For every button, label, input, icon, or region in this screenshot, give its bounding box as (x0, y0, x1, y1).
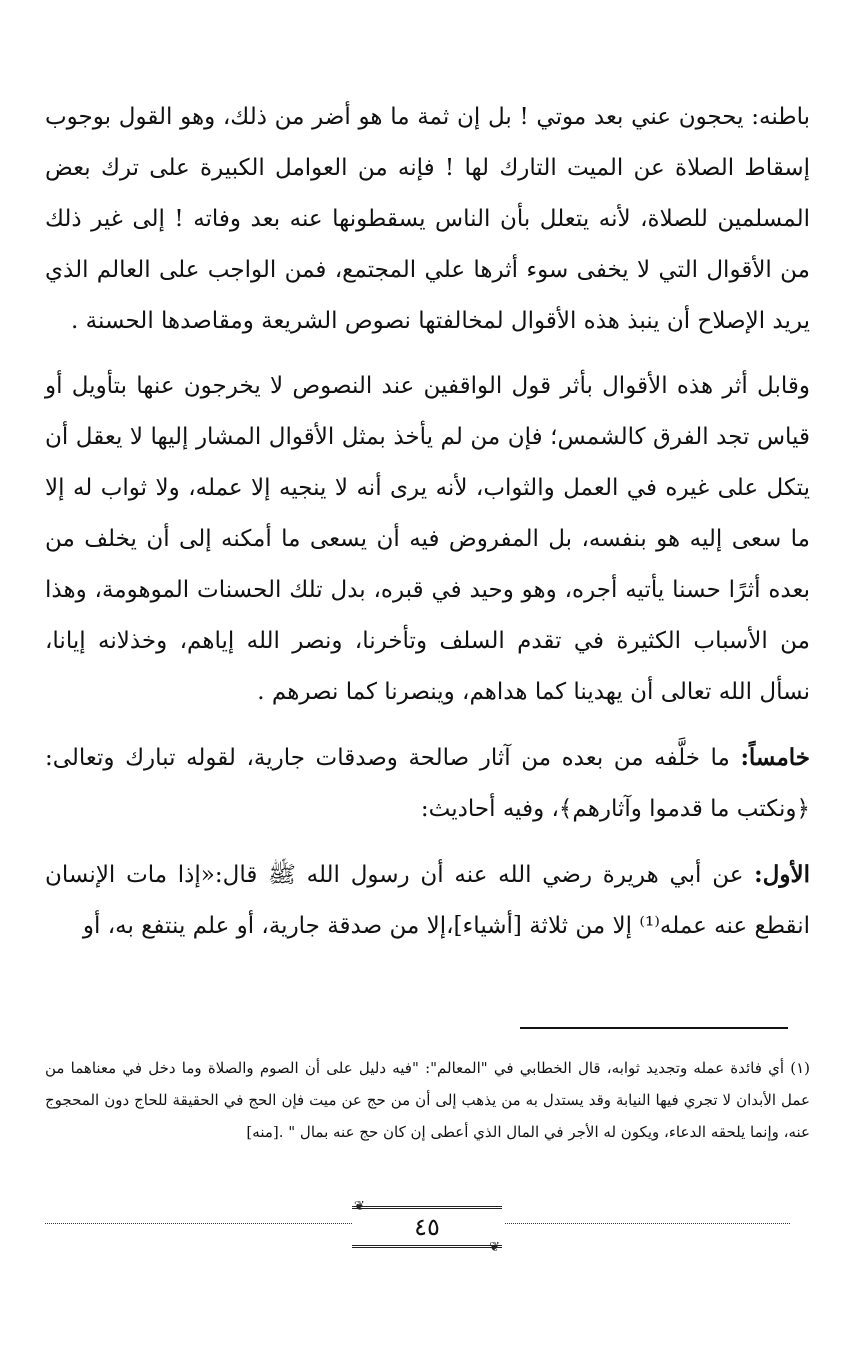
paragraph-3-text: ما خلَّفه من بعده من آثار صالحة وصدقات جارية، لقوله تبارك وتعالى: ﴿ونكتب ما قدموا وآثارهم﴾، وفيه أحاديث: (45, 745, 810, 822)
paragraph-4-text: عن أبي هريرة رضي الله عنه أن رسول الله ﷺ قال:«إذا مات الإنسان انقطع عنه عمله⁽¹⁾ إلا من ثلاثة [أشياء]،إلا من صدقة جارية، أو علم ينتفع به، أو (45, 862, 810, 939)
main-text (45, 92, 810, 966)
footnote (45, 1052, 810, 1148)
paragraph-3-lead: خامساً: (740, 744, 810, 771)
footnote-text: (١) أي فائدة عمله وتجديد ثوابه، قال الخطابي في "المعالم": "فيه دليل على أن الصوم والصلاة وما دخل في معناهما من عمل الأبدان لا تجري فيها النيابة وقد يستدل به من يذهب إلى أن من حج عن ميت فإن الحج في الحقيقة للحاج دون المحجوج عنه، وإنما يلحقه الدعاء، ويكون له الأجر في المال الذي أعطى إن كان حج عنه بمال " .[منه] (45, 1059, 810, 1141)
paragraph-2: وقابل أثر هذه الأقوال بأثر قول الواقفين عند النصوص لا يخرجون عنها بتأويل أو قياس تجد الفرق كالشمس؛ فإن من لم يأخذ بمثل الأقوال المشار إليها لا يعقل أن يتكل على غيره في العمل والثواب، لأنه يرى أنه لا ينجيه إلا عمله، ولا ثواب له إلا ما سعى إليه هو بنفسه، بل المفروض فيه أن يسعى ما أمكنه إلى أن يخلف من بعده أثرًا حسنا يأتيه أجره، وهو وحيد في قبره، بدل تلك الحسنات الموهومة، وهذا من الأسباب الكثيرة في تقدم السلف وتأخرنا، ونصر الله إياهم، وخذلانه إيانا، نسأل الله تعالى أن يهدينا كما هداهم، وينصرنا كما نصرهم . (45, 373, 810, 705)
paragraph-4 (45, 849, 810, 952)
floral-ornament-icon: ❦ (354, 1199, 365, 1214)
floral-ornament-icon: ❦ (489, 1240, 500, 1255)
paragraph-3 (45, 732, 810, 835)
dotted-rule-right (505, 1223, 790, 1224)
page-number-frame (352, 1199, 502, 1255)
footnote-separator (520, 1027, 788, 1029)
paragraph-4-lead: الأول: (754, 861, 810, 888)
paragraph-1: باطنه: يحجون عني بعد موتي ! بل إن ثمة ما هو أضر من ذلك، وهو القول بوجوب إسقاط الصلاة عن الميت التارك لها ! فإنه من العوامل الكبيرة على ترك بعض المسلمين للصلاة، لأنه يتعلل بأن الناس يسقطونها عنه بعد وفاته ! إلى غير ذلك من الأقوال التي لا يخفى سوء أثرها علي المجتمع، فمن الواجب على العالم الذي يريد الإصلاح أن ينبذ هذه الأقوال لمخالفتها نصوص الشريعة ومقاصدها الحسنة . (45, 104, 810, 334)
page-number: ٤٥ (414, 1213, 440, 1241)
dotted-rule-left (45, 1223, 352, 1224)
